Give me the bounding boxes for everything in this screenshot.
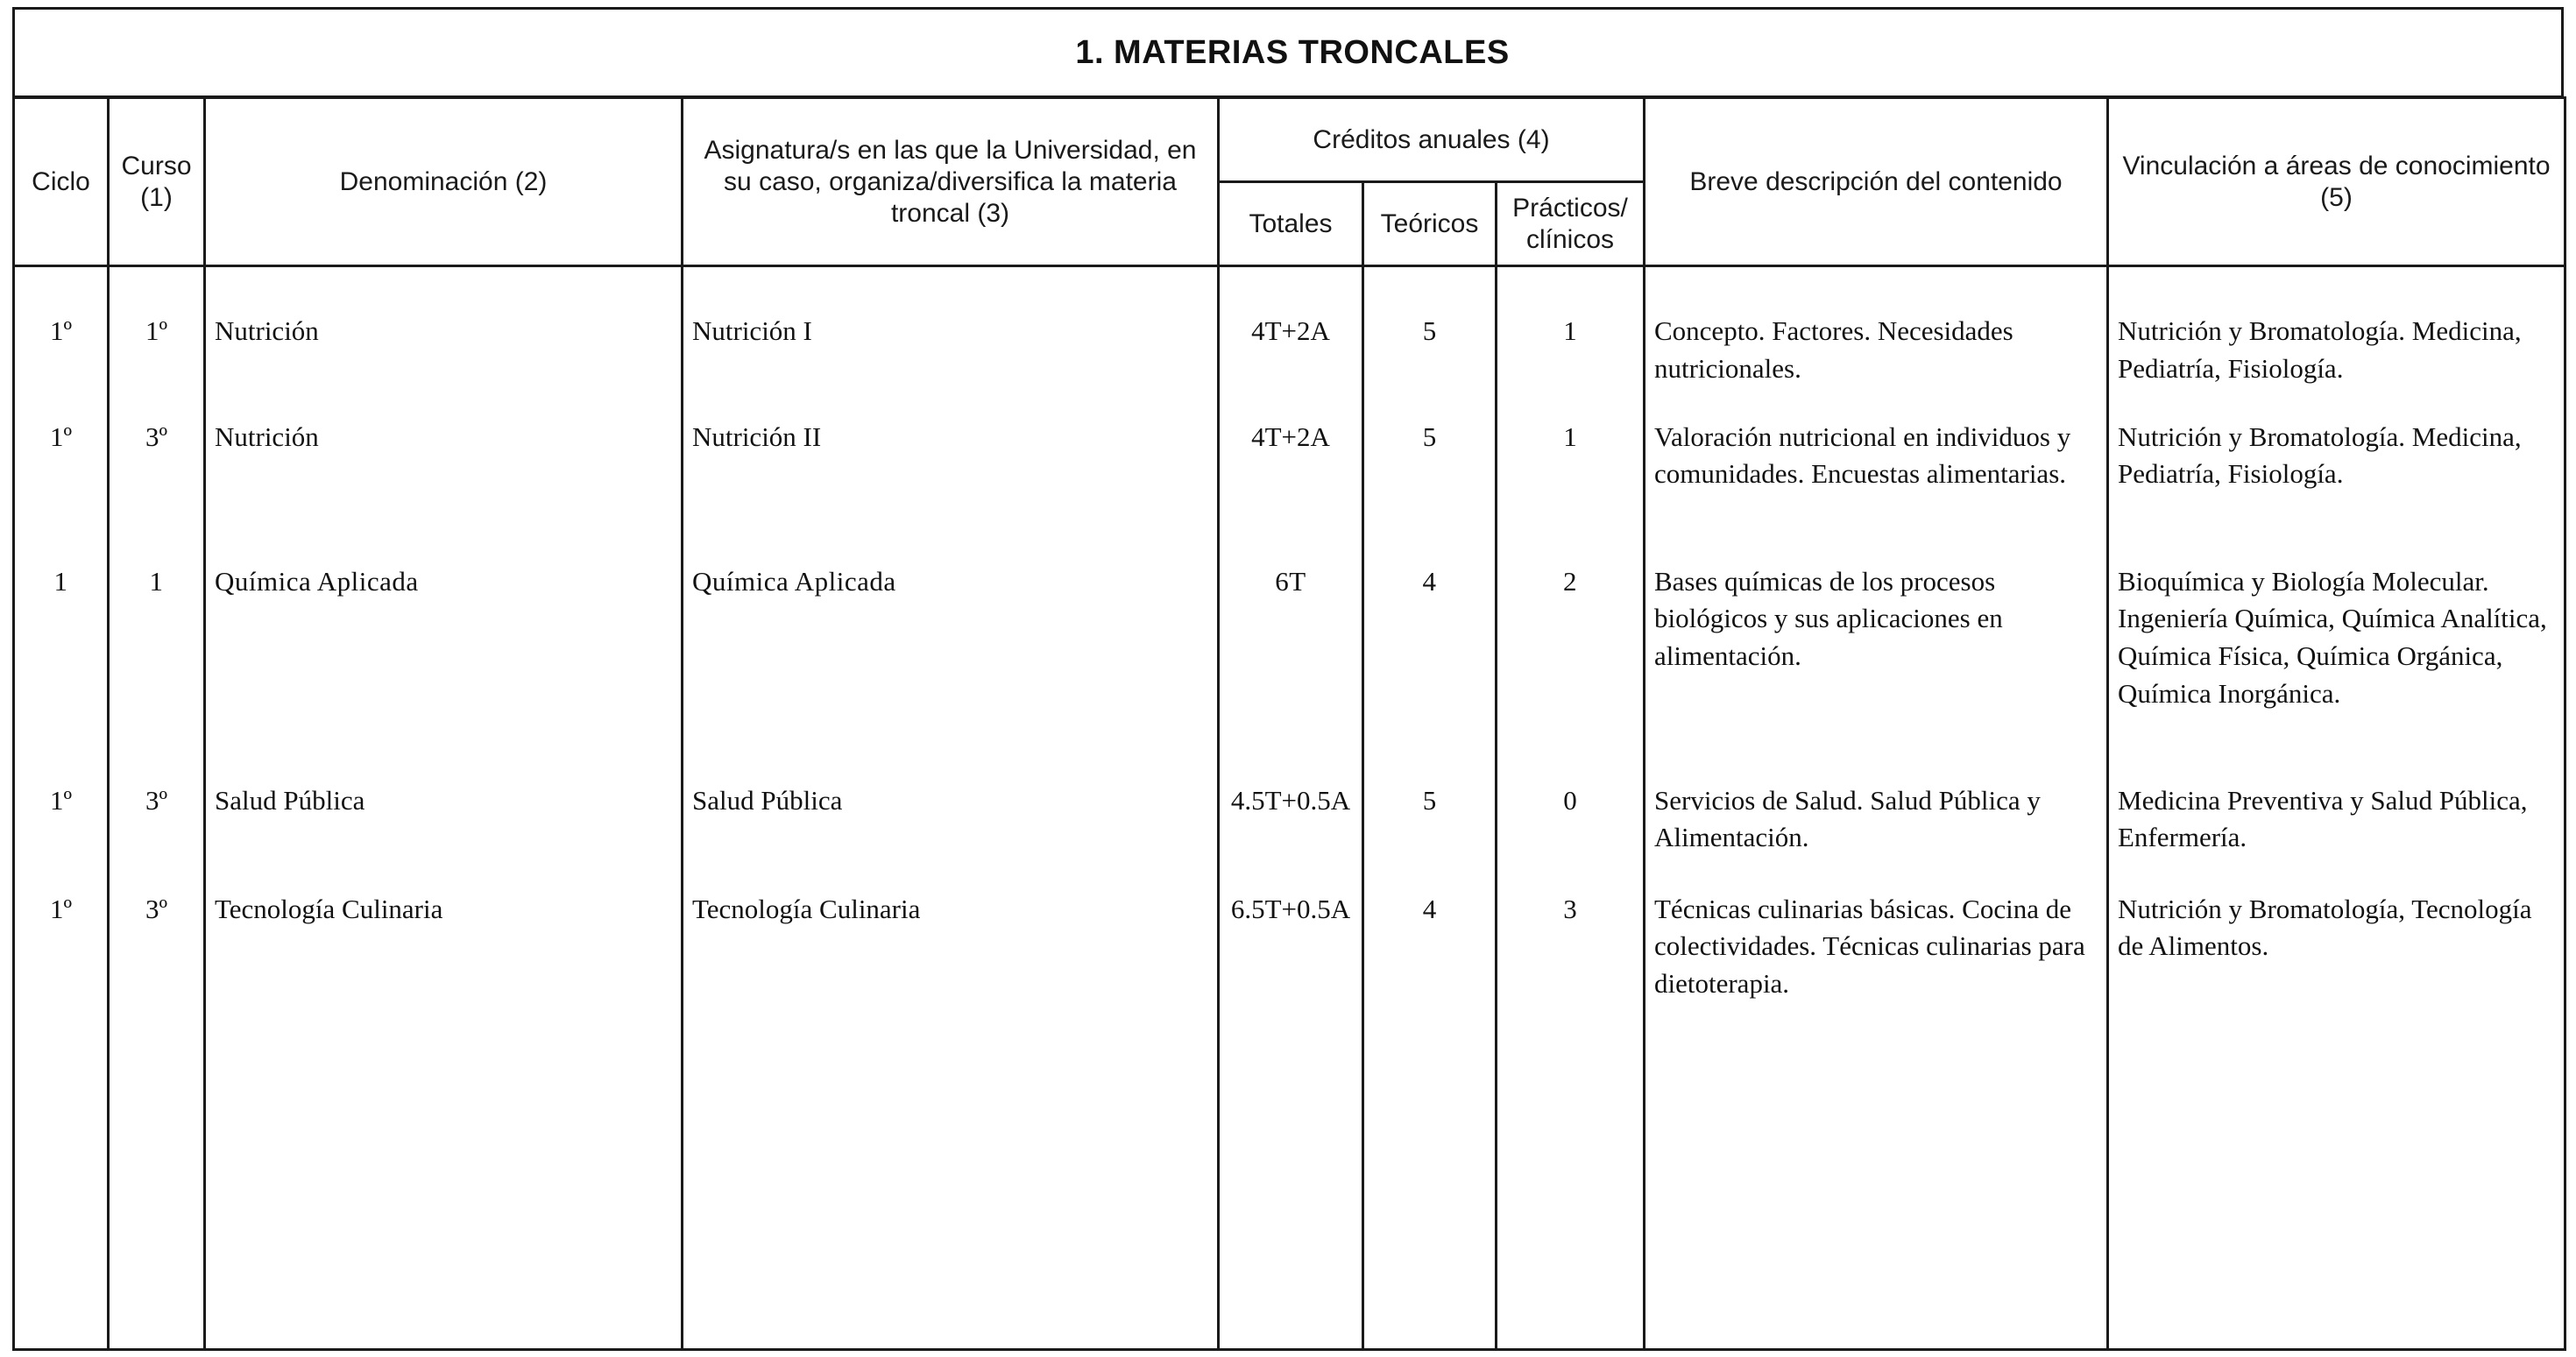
table-row xyxy=(14,782,2565,891)
cell-ciclo: 1º xyxy=(14,891,109,1350)
cell-totales: 6T xyxy=(1219,563,1363,782)
cell-totales: 4T+2A xyxy=(1219,419,1363,563)
cell-teoricos: 5 xyxy=(1363,266,1497,419)
cell-practicos: 1 xyxy=(1497,266,1645,419)
cell-practicos: 1 xyxy=(1497,419,1645,563)
cell-descripcion: Valoración nutricional en individuos y comunidades. Encuestas alimentarias. xyxy=(1645,419,2108,563)
cell-asignatura: Nutrición II xyxy=(683,419,1219,563)
cell-asignatura: Nutrición I xyxy=(683,266,1219,419)
cell-ciclo: 1º xyxy=(14,782,109,891)
cell-totales: 6.5T+0.5A xyxy=(1219,891,1363,1350)
page-title: 1. MATERIAS TRONCALES xyxy=(1075,33,1510,71)
header-teoricos: Teóricos xyxy=(1363,182,1497,266)
header-denominacion: Denominación (2) xyxy=(205,98,683,266)
cell-vinculacion: Nutrición y Bromatología. Medicina, Pediatría, Fisiología. xyxy=(2108,266,2565,419)
header-creditos: Créditos anuales (4) xyxy=(1219,98,1645,182)
cell-practicos: 0 xyxy=(1497,782,1645,891)
title-box xyxy=(12,7,2564,98)
header-totales: Totales xyxy=(1219,182,1363,266)
cell-asignatura: Tecnología Culinaria xyxy=(683,891,1219,1350)
cell-denominacion: Nutrición xyxy=(205,419,683,563)
cell-descripcion: Bases químicas de los procesos biológicos y sus aplicaciones en alimentación. xyxy=(1645,563,2108,782)
header-descripcion: Breve descripción del contenido xyxy=(1645,98,2108,266)
cell-ciclo: 1º xyxy=(14,419,109,563)
cell-descripcion: Servicios de Salud. Salud Pública y Alimentación. xyxy=(1645,782,2108,891)
cell-vinculacion: Bioquímica y Biología Molecular. Ingeniería Química, Química Analítica, Química Física, Química Orgánica, Química Inorgánica. xyxy=(2108,563,2565,782)
cell-curso: 3º xyxy=(109,419,205,563)
cell-asignatura: Salud Pública xyxy=(683,782,1219,891)
cell-asignatura: Química Aplicada xyxy=(683,563,1219,782)
header-curso: Curso (1) xyxy=(109,98,205,266)
cell-curso: 3º xyxy=(109,782,205,891)
cell-denominacion: Química Aplicada xyxy=(205,563,683,782)
table-row xyxy=(14,891,2565,1350)
header-row-top xyxy=(14,98,2565,182)
cell-curso: 3º xyxy=(109,891,205,1350)
cell-curso: 1º xyxy=(109,266,205,419)
table-row xyxy=(14,266,2565,419)
header-ciclo: Ciclo xyxy=(14,98,109,266)
cell-teoricos: 5 xyxy=(1363,782,1497,891)
cell-totales: 4.5T+0.5A xyxy=(1219,782,1363,891)
troncales-table xyxy=(12,96,2566,1351)
table-row xyxy=(14,419,2565,563)
cell-denominacion: Tecnología Culinaria xyxy=(205,891,683,1350)
cell-descripcion: Técnicas culinarias básicas. Cocina de colectividades. Técnicas culinarias para dietoterapia. xyxy=(1645,891,2108,1350)
cell-denominacion: Salud Pública xyxy=(205,782,683,891)
cell-vinculacion: Nutrición y Bromatología, Tecnología de Alimentos. xyxy=(2108,891,2565,1350)
cell-vinculacion: Nutrición y Bromatología. Medicina, Pediatría, Fisiología. xyxy=(2108,419,2565,563)
cell-curso: 1 xyxy=(109,563,205,782)
header-asignatura: Asignatura/s en las que la Universidad, en su caso, organiza/diversifica la materia troncal (3) xyxy=(683,98,1219,266)
cell-teoricos: 4 xyxy=(1363,891,1497,1350)
cell-teoricos: 4 xyxy=(1363,563,1497,782)
table-row xyxy=(14,563,2565,782)
header-practicos: Prácticos/ clínicos xyxy=(1497,182,1645,266)
cell-teoricos: 5 xyxy=(1363,419,1497,563)
cell-descripcion: Concepto. Factores. Necesidades nutricionales. xyxy=(1645,266,2108,419)
cell-practicos: 3 xyxy=(1497,891,1645,1350)
cell-ciclo: 1º xyxy=(14,266,109,419)
cell-totales: 4T+2A xyxy=(1219,266,1363,419)
header-vinculacion: Vinculación a áreas de conocimiento (5) xyxy=(2108,98,2565,266)
cell-vinculacion: Medicina Preventiva y Salud Pública, Enfermería. xyxy=(2108,782,2565,891)
cell-practicos: 2 xyxy=(1497,563,1645,782)
cell-denominacion: Nutrición xyxy=(205,266,683,419)
cell-ciclo: 1 xyxy=(14,563,109,782)
